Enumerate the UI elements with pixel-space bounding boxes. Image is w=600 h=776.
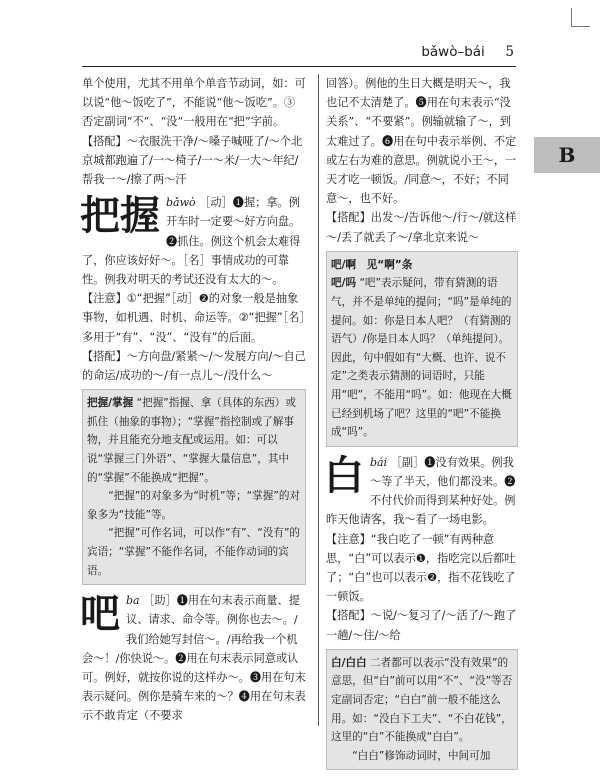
intro-paragraph: 单个使用，尤其不用单个单音节动词，如：可以说“他～饭吃了”，不能说“他～饭吃”。③否定副词“不”、“没”一般用在“把”字前。 [82,77,306,129]
page-number: 5 [505,44,514,60]
column-divider [318,74,319,726]
collocation-bai: 【搭配】～说/～复习了/～活了/～跑了一趟/～住/～给 [326,609,517,642]
usage-box-text: 二者都可以表示“没有效果”的意思，但“白”前可以用“不”、“没”等否定副词否定；“白白”前一般不能这么用。如：“没白下工夫”、“不白花钱”，这里的“白”不能换成“白白”。 [331,656,513,744]
crop-mark [571,8,590,27]
usage-box-text: “把握”指握、拿（具体的东西）或抓住（抽象的事物）；“掌握”指控制或了解事物，并且能充分地支配或运用。如：可以说“掌握三门外语”、“掌握大量信息”，其中的“掌握”不能换成“把握”。 [87,397,296,484]
pinyin-bawo: bǎwò [166,196,196,210]
intro-collocation: 【搭配】～衣服洗干净/～嗓子喊哑了/～个北京城都跑遍了/一～椅子/一～米/一大～年纪/帮我一～/擦了两～汗 [82,134,303,187]
headword-ba: 吧 [80,590,120,638]
entry-ba [82,591,306,725]
definition-ba: ［助］❶用在句末表示商量、提议、请求、命令等。例你也去～。/我们给她写封信～。/再给我一个机会～！/你快说～。❷用在句末表示同意或认可。例好，就按你说的这样办～。❸用在句末表示疑问。例你是骑车来的～？❹用在句末表示不敢肯定（不要求 [82,594,306,723]
cross-ref-ba-a: 吧/啊 见“啊”条 [331,258,413,271]
usage-box-bawo-zhangwo [82,389,306,585]
usage-box-title: 把握/掌握 [87,397,134,410]
note-bai: 【注意】“我白吃了一顿”有两种意思，“白”可以表示❶，指吃完以后都吐了；“白”也可以表示❷，指不花钱吃了一顿饭。 [326,532,516,604]
usage-box-text: “吧”表示疑问，带有猜测的语气，并不是单纯的提问；“吗”是单纯的提问。如：你是日本人吧？（有猜测的语气）/你是日本人吗？（单纯提问）。因此，句中假如有“大概、也许、说不定”之类表示猜测的词语时，只能用“吧”，不能用“吗”。如：他现在大概已经到机场了吧？这里的“吧”不能换成“吗”。 [331,277,512,439]
usage-box-title: 白/白白 [331,656,367,669]
collocation-ba: 【搭配】出发～/告诉他～/行～/就这样～/丢了就丢了～/拿北京来说～ [326,211,517,244]
definition-bai: ［副］❶没有效果。例我～等了半天，他们都没来。❷不付代价而得到某种好处。例昨天他请客，我～看了一场电影。 [326,455,516,527]
headword-bai: 白 [324,451,364,499]
usage-box-bawo-p1 [87,394,301,487]
running-head: bǎwò–bái [421,44,485,60]
usage-box-ba-ma [326,251,518,447]
collocation-bawo: 【搭配】～方向盘/紧紧～/～发展方向/～自己的命运/成功的～/有一点儿～/没什么～ [82,349,306,383]
entry-bawo [82,193,306,385]
ba-continuation: 回答）。例他的生日大概是明天～，我也记不太清楚了。❺用在句末表示“没关系”、“不要紧”。例输就输了～，到太难过了。❻用在句中表示举例、不定或左右为难的意思。例就说小王～，一天才吃一顿饭。/同意～，不好；不同意～，也不好。 [326,77,517,206]
section-tab: B [534,137,600,173]
pinyin-ba: ba [126,594,140,608]
left-column [82,74,306,726]
usage-box-bai-baibai [326,649,518,771]
note-bawo: 【注意】①“把握”［动］❷的对象一般是抽象事物，如机遇、时机、命运等。②“把握”［名］多用于“有”、“没”、“没有”的后面。 [82,292,305,344]
usage-box-bai-p2: “白白”修饰动词时，中间可加 [352,749,491,762]
header-rule [82,66,516,67]
pinyin-bai: bái [370,455,388,469]
page-header [421,44,514,60]
right-column [326,74,518,776]
definition-bawo: ［动］❶握；拿。例开车时一定要～好方向盘。❷抓住。例这个机会太难得了，你应该好好～。［名］事情成功的可靠性。例我对明天的考试还没有太大的～。 [82,196,301,287]
headword-bawo: 把握 [80,192,160,240]
usage-box-title: 吧/吗 [331,277,357,290]
usage-box-bai-p1 [331,654,513,747]
usage-box-ba-ma-p [331,274,513,441]
usage-box-bawo-p2: “把握”的对象多为“时机”等；“掌握”的对象多为“技能”等。 [87,490,301,521]
usage-box-bawo-p3: “把握”可作名词，可以作“有”、“没有”的宾语；“掌握”不能作名词，不能作动词的宾语。 [87,527,301,577]
entry-bai [326,453,518,645]
